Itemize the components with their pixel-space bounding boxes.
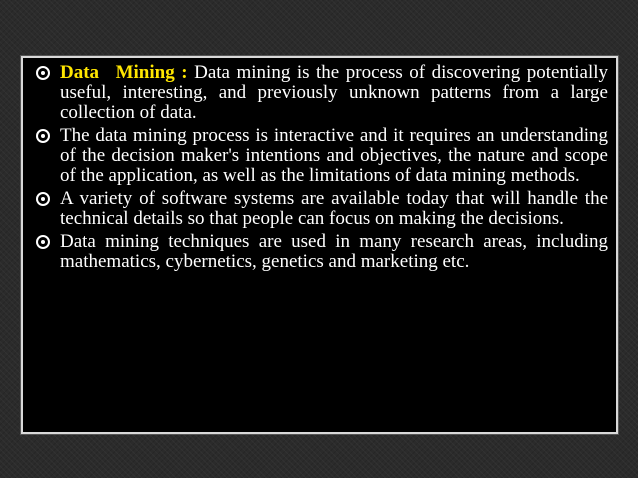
bullet-item-data-mining (35, 63, 608, 123)
bullet-item-process (35, 126, 608, 186)
term-data-mining: Data Mining (60, 62, 175, 83)
circle-bullet-icon (36, 235, 50, 249)
circle-bullet-icon (36, 129, 50, 143)
content-box (21, 56, 618, 434)
circle-bullet-icon (36, 192, 50, 206)
bullet-text: Data mining is the process of discovering potentially useful, interesting, and previously unknown patterns from a large collection of data. (60, 62, 609, 123)
circle-bullet-icon (36, 66, 50, 80)
bullet-text: A variety of software systems are available today that will handle the technical details so that people can focus on making the decisions. (60, 188, 608, 229)
bullet-list (35, 63, 608, 272)
term-separator: : (181, 62, 188, 83)
bullet-text: The data mining process is interactive and it requires an understanding of the decision maker's intentions and objectives, the nature and scope of the application, as well as the limitations of data mining methods. (60, 125, 608, 186)
bullet-item-software (35, 189, 608, 229)
bullet-item-techniques (35, 232, 608, 272)
bullet-text: Data mining techniques are used in many research areas, including mathematics, cybernetics, genetics and marketing etc. (60, 231, 608, 272)
